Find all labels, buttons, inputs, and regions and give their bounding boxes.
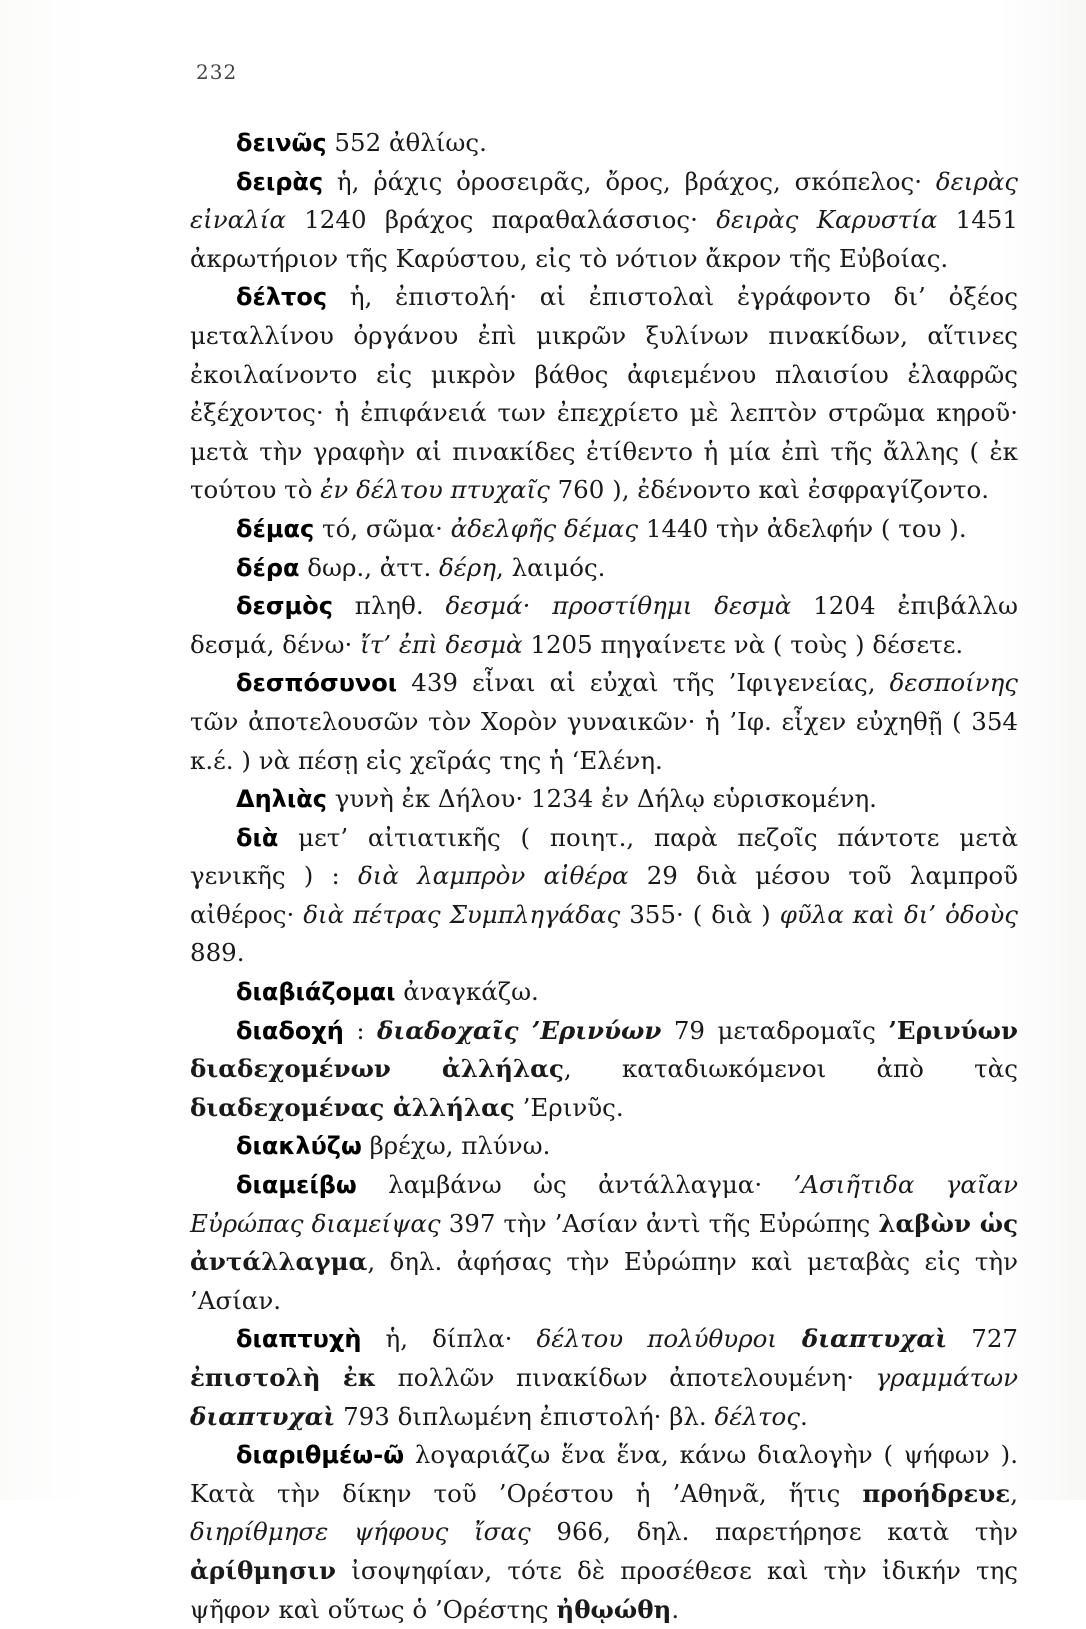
definition: 1205 πηγαίνετε νὰ ( τοὺς ) δέσετε. bbox=[522, 629, 964, 659]
definition: 1451 ἀκρωτήριον τῆς Καρύστου, εἰς τὸ νότιον ἄκρον τῆς Εὐβοίας. bbox=[190, 205, 1018, 273]
definition: : bbox=[343, 1015, 378, 1045]
entry-deltos bbox=[190, 278, 1018, 510]
quotation: διαδοχαῖς ’Ερινύων bbox=[377, 1015, 662, 1045]
quotation: γραμμάτων bbox=[875, 1363, 1018, 1392]
emphasis: διαπτυχαὶ bbox=[190, 1401, 336, 1431]
emphasis: ἠθῳώθη bbox=[556, 1594, 672, 1624]
quotation: διηρίθμησε ψήφους ἴσας bbox=[190, 1517, 531, 1547]
entry-diadoche bbox=[190, 1012, 1018, 1128]
definition: μετ’ αἰτιατικῆς ( ποιητ., παρὰ πεζοῖς πάντοτε μετὰ γενικῆς ) : bbox=[190, 822, 1018, 891]
definition: 552 ἀθλίως. bbox=[326, 128, 487, 157]
headword: διὰ bbox=[236, 823, 279, 852]
definition: γυνὴ ἐκ Δήλου· 1234 ἐν Δήλῳ εὑρισκομένη. bbox=[326, 784, 877, 814]
definition: 397 τὴν ’Ασίαν ἀντὶ τῆς Εὐρώπης bbox=[440, 1208, 879, 1238]
quotation: δέλτου πολύθυροι bbox=[536, 1324, 777, 1354]
emphasis: διαδεχομένας ἀλλήλας bbox=[190, 1092, 515, 1122]
definition: τῶν ἀποτελουσῶν τὸν Χορὸν γυναικῶν· ἡ ’Ιφ. εἶχεν εὐχηθῇ ( 354 κ.έ. ) νὰ πέσῃ εἰς χεῖράς της ἡ ‘Ελένη. bbox=[190, 706, 1018, 775]
definition: , καταδιωκόμενοι ἀπὸ τὰς bbox=[563, 1054, 1018, 1084]
definition: ἡ, ῥάχις ὀροσειρᾶς, ὄρος, βράχος, σκόπελος· bbox=[323, 166, 936, 196]
definition: , λαιμός. bbox=[496, 552, 606, 582]
quotation: δεσμά· προστίθημι δεσμὰ bbox=[445, 591, 792, 621]
quotation: διὰ λαμπρὸν αἰθέρα bbox=[358, 861, 629, 891]
definition: 966, δηλ. παρετήρησε κατὰ τὴν bbox=[530, 1517, 1018, 1547]
emphasis: ’Ερινύων διαδεχομένων ἀλλήλας bbox=[190, 1015, 1018, 1084]
entry-demas bbox=[190, 510, 1018, 549]
definition: 1240 βράχος παραθαλάσσιος· bbox=[285, 205, 717, 235]
emphasis: ἀρίθμησιν bbox=[190, 1555, 337, 1585]
entry-delias bbox=[190, 780, 1018, 819]
definition: 355· ( διὰ ) bbox=[620, 899, 780, 929]
entry-diarithmeo bbox=[190, 1436, 1018, 1629]
entry-desposynoi bbox=[190, 664, 1018, 780]
quotation: ἴτ’ ἐπὶ δεσμὰ bbox=[360, 629, 523, 659]
definition: ’Ερινῦς. bbox=[514, 1092, 624, 1122]
definition: ἀναγκάζω. bbox=[395, 977, 539, 1007]
quotation: δέρη bbox=[439, 552, 497, 582]
headword: δέλτος bbox=[236, 283, 328, 312]
definition: δωρ., ἀττ. bbox=[299, 552, 440, 582]
definition: 727 bbox=[947, 1324, 1019, 1354]
definition: λογαριάζω ἕνα ἕνα, κάνω διαλογὴν ( ψήφων ). Κατὰ τὴν δίκην τοῦ ’Ορέστου ἡ ’Αθηνᾶ, ἥτις bbox=[190, 1440, 1018, 1508]
dictionary-text bbox=[190, 124, 1018, 1629]
entry-dia bbox=[190, 819, 1018, 973]
entry-desmos bbox=[190, 587, 1018, 664]
definition: πληθ. bbox=[332, 591, 446, 621]
headword: δεσμὸς bbox=[236, 592, 333, 621]
entry-deiras bbox=[190, 163, 1018, 279]
definition: ἡ, ἐπιστολή· αἱ ἐπιστολαὶ ἐγράφοντο δι’ ὀξέος μεταλλίνου ὀργάνου ἐπὶ μικρῶν ξυλίνων πινακίδων, αἵτινες ἐκοιλαίνοντο εἰς μικρὸν βάθος ἀφιεμένου πλαισίου ἐλαφρῶς ἐξέχοντος· ἡ ἐπιφάνειά των ἐπεχρίετο μὲ λεπτὸν στρῶμα κηροῦ· μετὰ τὴν γραφὴν αἱ πινακίδες ἐτίθεντο ἡ μία ἐπὶ τῆς ἄλλης ( ἐκ τούτου τὸ bbox=[190, 282, 1018, 505]
headword: διαβιάζομαι bbox=[236, 978, 396, 1007]
definition: . bbox=[799, 1401, 808, 1431]
quotation: δειρὰς Καρυστία bbox=[716, 205, 938, 235]
emphasis: λαβὼν ὡς ἀντάλλαγμα bbox=[190, 1208, 1019, 1277]
page-number: 232 bbox=[196, 60, 238, 84]
emphasis: ἐπιστολὴ ἐκ bbox=[190, 1363, 377, 1392]
definition: 760 ), ἐδένοντο καὶ ἐσφραγίζοντο. bbox=[549, 475, 989, 505]
headword: διαμείβω bbox=[236, 1171, 357, 1200]
definition: , bbox=[1010, 1478, 1018, 1508]
quotation: διὰ πέτρας Συμπληγάδας bbox=[303, 899, 621, 929]
headword: Δηλιὰς bbox=[236, 785, 327, 814]
headword: διαδοχή bbox=[236, 1016, 344, 1045]
definition: πολλῶν πινακίδων ἀποτελουμένη· bbox=[376, 1363, 876, 1392]
definition: 889. bbox=[190, 938, 245, 968]
quotation: ἀδελφῆς δέμας bbox=[450, 513, 639, 543]
definition: , δηλ. ἀφήσας τὴν Εὐρώπην καὶ μεταβὰς εἰς τὴν ’Ασίαν. bbox=[190, 1247, 1018, 1315]
definition: . bbox=[671, 1594, 680, 1624]
emphasis: προήδρευε bbox=[862, 1478, 1011, 1508]
definition: 439 εἶναι αἱ εὐχαὶ τῆς ’Ιφιγενείας, bbox=[397, 668, 890, 698]
entry-diabiazomai bbox=[190, 973, 1018, 1012]
definition: 29 διὰ μέσου τοῦ λαμπροῦ αἰθέρος· bbox=[190, 861, 1018, 929]
emphasis: διαπτυχαὶ bbox=[776, 1324, 948, 1354]
entry-dera bbox=[190, 549, 1018, 588]
definition: λαμβάνω ὡς ἀντάλλαγμα· bbox=[356, 1170, 794, 1200]
definition: βρέχω, πλύνω. bbox=[361, 1131, 551, 1161]
entry-diameibo bbox=[190, 1166, 1018, 1320]
quotation: ἐν δέλτου πτυχαῖς bbox=[320, 475, 550, 505]
definition: ἰσοψηφίαν, τότε δὲ προσέθεσε καὶ τὴν ἰδικήν της ψῆφον καὶ οὕτως ὁ ’Ορέστης bbox=[190, 1555, 1018, 1624]
quotation: φῦλα καὶ δι’ ὁδοὺς bbox=[779, 899, 1018, 929]
entry-deinos bbox=[190, 124, 1018, 163]
entry-diaptyche bbox=[190, 1320, 1018, 1436]
headword: δεινῶς bbox=[236, 129, 327, 157]
headword: διαπτυχὴ bbox=[236, 1325, 362, 1354]
definition: 79 μεταδρομαῖς bbox=[661, 1015, 889, 1045]
headword: δεσπόσυνοι bbox=[236, 669, 398, 698]
definition: 793 διπλωμένη ἐπιστολή· βλ. bbox=[335, 1401, 715, 1431]
quotation: δεσποίνης bbox=[889, 668, 1018, 698]
definition: 1440 τὴν ἀδελφήν ( του ). bbox=[638, 513, 967, 543]
headword: δέρα bbox=[236, 553, 300, 582]
definition: τό, σῶμα· bbox=[314, 513, 451, 543]
definition: 1204 ἐπιβάλλω δεσμά, δένω· bbox=[190, 591, 1018, 659]
headword: διαριθμέω-ῶ bbox=[236, 1441, 405, 1470]
headword: δέμας bbox=[236, 514, 315, 543]
headword: δειρὰς bbox=[236, 167, 324, 196]
definition: ἡ, δίπλα· bbox=[361, 1324, 537, 1354]
quotation: δειρὰς εἰναλία bbox=[190, 166, 1018, 235]
entry-diaklyzo bbox=[190, 1127, 1018, 1166]
quotation: δέλτος bbox=[714, 1401, 800, 1431]
quotation: ’Ασιῆτιδα γαῖαν Εὐρώπας διαμείψας bbox=[190, 1170, 1018, 1238]
headword: διακλύζω bbox=[236, 1132, 362, 1161]
